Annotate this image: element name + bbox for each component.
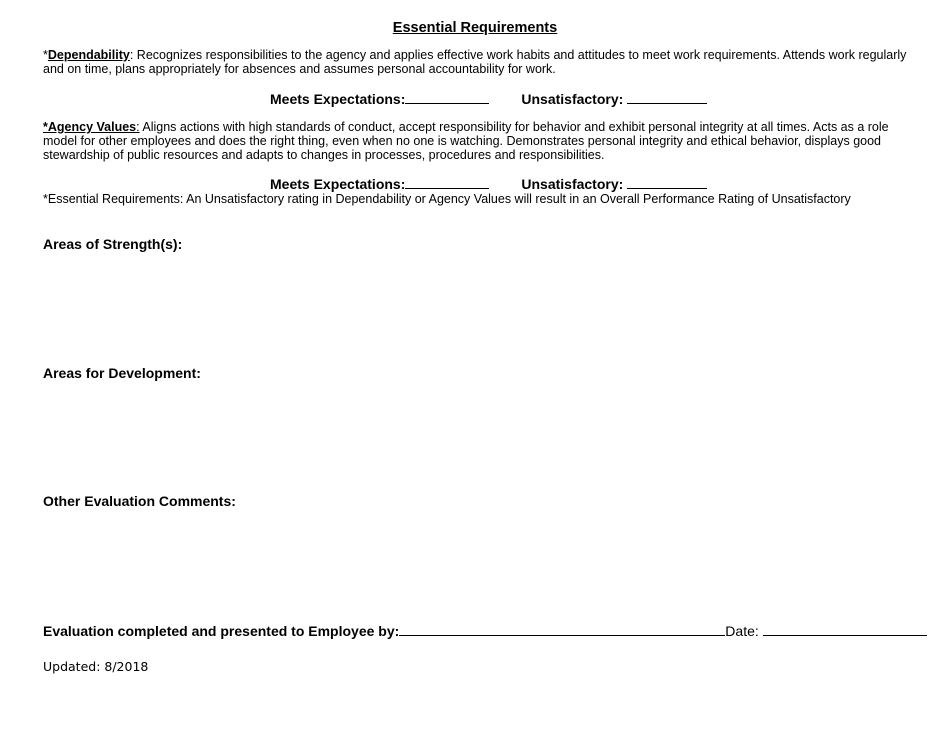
areas-of-strength-heading: Areas of Strength(s): — [43, 236, 183, 252]
unsatisfactory-label: Unsatisfactory: — [521, 91, 624, 107]
agency-values-paragraph — [43, 120, 909, 162]
agency-values-rating-row — [270, 176, 707, 192]
dependability-paragraph — [43, 48, 909, 76]
unsatisfactory-label: Unsatisfactory: — [521, 176, 624, 192]
evaluation-completed-label: Evaluation completed and presented to Employee by: — [43, 623, 400, 639]
agency-values-text: Aligns actions with high standards of conduct, accept responsibility for behavior and exhibit personal integrity at all times. Acts as a role model for other employees and does the right thing, even when no one is watching. Demonstrates personal integrity and ethical behavior, displays good stewardship of public resources and adapts to changes in processes, procedures and responsibilities. — [43, 120, 889, 162]
page-title: Essential Requirements — [392, 20, 558, 36]
dependability-text: : Recognizes responsibilities to the agency and applies effective work habits and attitudes to meet work requirements. Attends work regularly and on time, plans appropriately for absences and assumes personal accountability for work. — [43, 48, 907, 76]
dependability-meets-blank[interactable] — [405, 91, 489, 104]
evaluator-signature-line[interactable] — [399, 623, 725, 636]
other-evaluation-comments-heading: Other Evaluation Comments: — [43, 493, 236, 509]
agency-values-meets-blank[interactable] — [405, 176, 489, 189]
date-line[interactable] — [763, 623, 927, 636]
meets-expectations-label: Meets Expectations: — [270, 91, 406, 107]
essential-requirements-note: *Essential Requirements: An Unsatisfactory rating in Dependability or Agency Values will result in an Overall Performance Rating of Unsatisfactory — [43, 192, 851, 206]
agency-values-term: *Agency Values — [43, 120, 137, 134]
date-label: Date: — [725, 623, 759, 639]
dependability-unsatisfactory-blank[interactable] — [627, 91, 707, 104]
dependability-rating-row — [270, 91, 707, 107]
dependability-term: Dependability — [47, 48, 130, 62]
areas-for-development-heading: Areas for Development: — [43, 365, 201, 381]
dependability-asterisk: * — [43, 48, 48, 62]
meets-expectations-label: Meets Expectations: — [270, 176, 406, 192]
agency-values-unsatisfactory-blank[interactable] — [627, 176, 707, 189]
updated-footer: Updated: 8/2018 — [43, 659, 149, 674]
signature-row — [43, 623, 909, 639]
agency-values-colon: : — [136, 120, 140, 134]
